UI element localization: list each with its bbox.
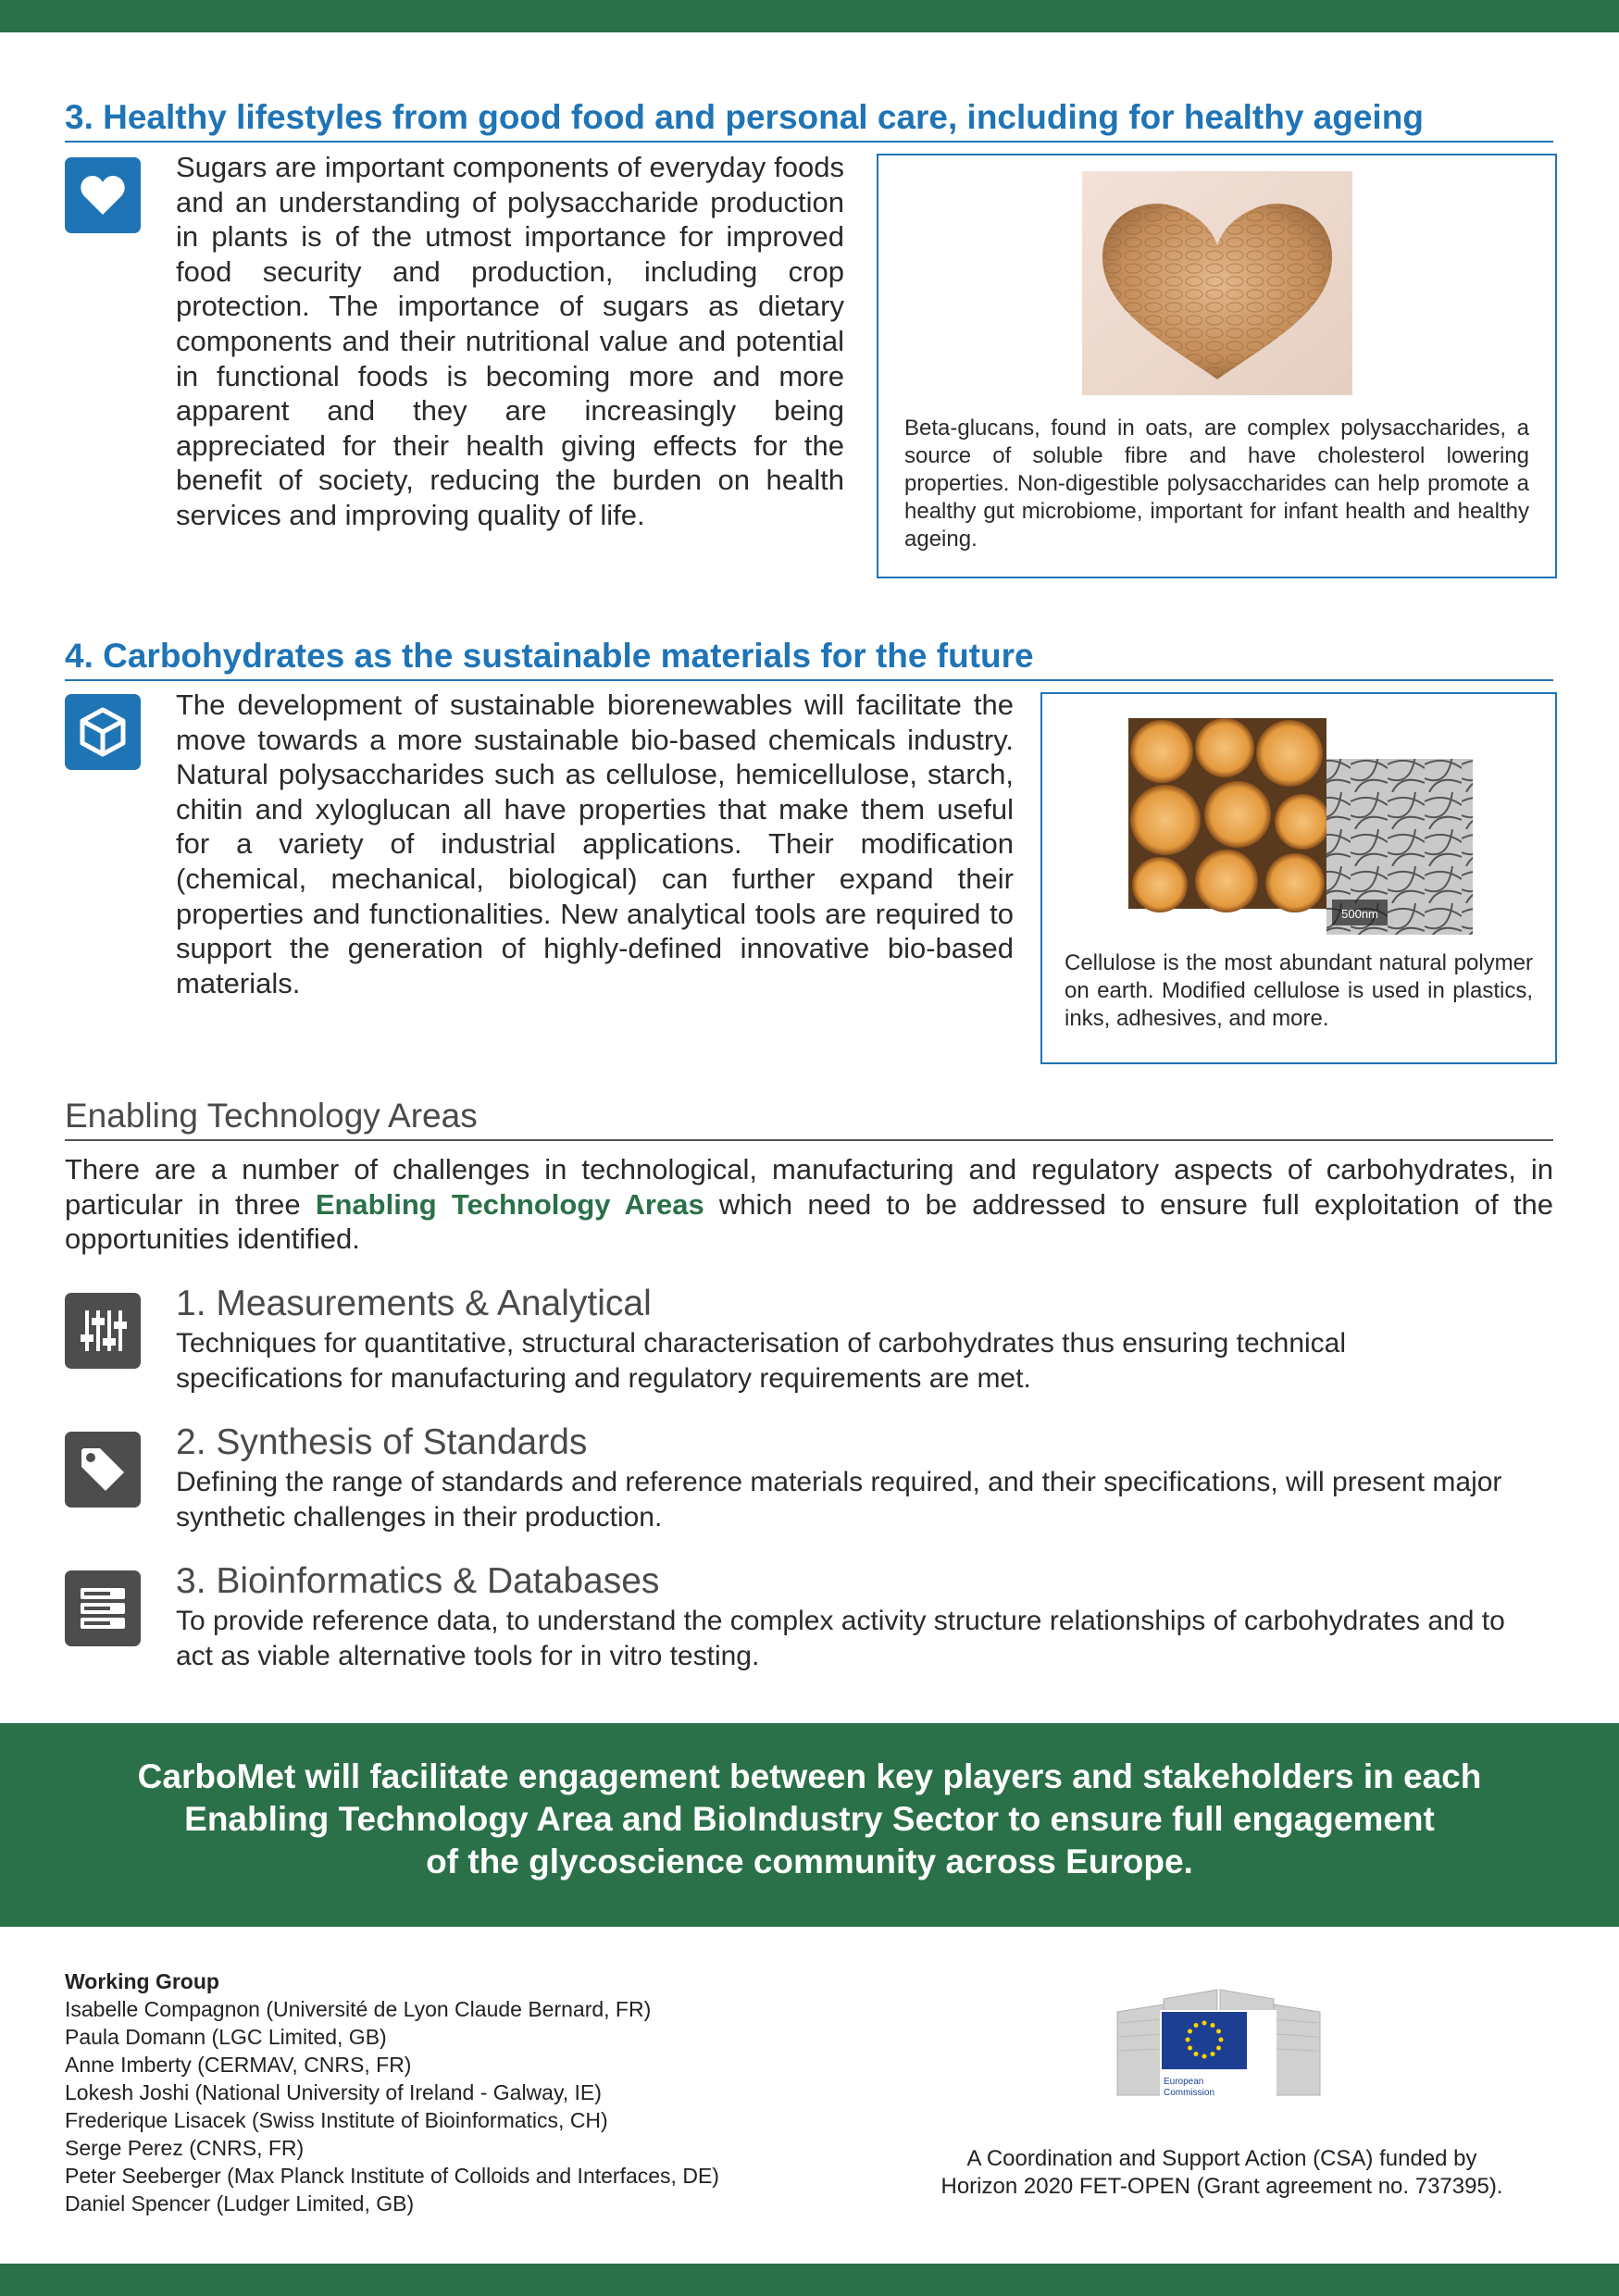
section4-heading: 4. Carbohydrates as the sustainable materials for the future	[65, 635, 1553, 681]
enabling-heading: Enabling Technology Areas	[65, 1095, 1553, 1141]
member: Anne Imberty (CERMAV, CNRS, FR)	[65, 2053, 412, 2077]
cellulose-image	[1128, 718, 1473, 935]
area1-text: Techniques for quantitative, structural characterisation of carbohydrates thus ensuring technical specifications for manufacturing and regulatory requirements are met.	[176, 1328, 1347, 1394]
section3-body: Sugars are important components of everyday foods and an understanding of polysaccharide production in plants is of the utmost importance for improved food security and production, including crop protection. The importance of sugars as dietary components and their nutritional value and potential in functional foods is becoming more and more apparent and they are increasingly being appreciated for their health giving effects for the benefit of society, reducing the burden on health services and improving quality of life.	[176, 151, 844, 531]
member: Frederique Lisacek (Swiss Institute of Bioinformatics, CH)	[65, 2108, 608, 2132]
area2-text: Defining the range of standards and reference materials required, and their specifications, will present major synthetic challenges in their production.	[176, 1467, 1502, 1533]
intro-text: There are a number of challenges in technological, manufacturing and regulatory aspects of carbohydrates, in particular in three	[65, 1153, 1553, 1221]
banner-line: Enabling Technology Area and BioIndustry Sector to ensure full engagement	[184, 1800, 1435, 1838]
eu-logo-line1: European	[1164, 2077, 1204, 2087]
working-group	[65, 1967, 898, 2217]
funding-line: A Coordination and Support Action (CSA) funded by	[966, 2146, 1477, 2171]
enabling-intro	[65, 1152, 1553, 1257]
intro-highlight: Enabling Technology Areas	[315, 1187, 704, 1221]
banner-line: of the glycoscience community across Europe.	[426, 1843, 1193, 1880]
section3-heading: 3. Healthy lifestyles from good food and personal care, including for healthy ageing	[65, 96, 1553, 143]
top-green-bar	[0, 0, 1619, 32]
member: Serge Perez (CNRS, FR)	[65, 2136, 305, 2160]
tag-icon	[65, 1432, 141, 1508]
sliders-icon	[65, 1293, 141, 1369]
member: Peter Seeberger (Max Planck Institute of Colloids and Interfaces, DE)	[65, 2164, 719, 2188]
server-icon	[65, 1570, 141, 1646]
scale-label: 500nm	[1341, 907, 1378, 921]
area1-title: 1. Measurements & Analytical	[176, 1284, 652, 1323]
carbomet-banner	[0, 1723, 1619, 1927]
member: Isabelle Compagnon (Université de Lyon Claude Bernard, FR)	[65, 1997, 652, 2021]
funding-note	[889, 2145, 1555, 2201]
working-group-title: Working Group	[65, 1969, 219, 1993]
eu-logo-line2: Commission	[1164, 2088, 1215, 2098]
intro-text-end: which need to be addressed to ensure full exploitation of the opportunities identified.	[65, 1187, 1554, 1255]
member: Lokesh Joshi (National University of Ireland - Galway, IE)	[65, 2080, 602, 2104]
oats-heart-image	[1082, 171, 1352, 395]
section3-figure-box	[877, 154, 1557, 578]
heart-icon	[65, 157, 141, 233]
cube-icon	[65, 694, 141, 770]
banner-text	[0, 1756, 1619, 1883]
bottom-green-bar	[0, 2264, 1619, 2296]
funding-line: Horizon 2020 FET-OPEN (Grant agreement no. 737395).	[940, 2174, 1503, 2199]
banner-line: CarboMet will facilitate engagement between key players and stakeholders in each	[137, 1757, 1482, 1795]
member: Paula Domann (LGC Limited, GB)	[65, 2025, 387, 2049]
area3-title: 3. Bioinformatics & Databases	[176, 1561, 660, 1601]
european-commission-logo	[1115, 1986, 1322, 2130]
area3-text: To provide reference data, to understand the complex activity structure relationships of carbohydrates and to act as viable alternative tools for in vitro testing.	[176, 1606, 1505, 1671]
area2-title: 2. Synthesis of Standards	[176, 1422, 588, 1462]
section3-caption: Beta-glucans, found in oats, are complex polysaccharides, a source of soluble fibre and have cholesterol lowering properties. Non-digestible polysaccharides can help promote a healthy gut microbiome, important for infant health and healthy ageing.	[904, 416, 1529, 552]
member: Daniel Spencer (Ludger Limited, GB)	[65, 2191, 415, 2215]
section4-caption: Cellulose is the most abundant natural polymer on earth. Modified cellulose is used in plastics, inks, adhesives, and more.	[1065, 950, 1533, 1031]
section4-body: The development of sustainable biorenewables will facilitate the move towards a more sustainable bio-based chemicals industry. Natural polysaccharides such as cellulose, hemicellulose, starch, chitin and xyloglucan all have properties that make them useful for a variety of industrial applications. Their modification (chemical, mechanical, biological) can further expand their properties and functionalities. New analytical tools are required to support the generation of highly-defined innovative bio-based materials.	[176, 689, 1014, 999]
section4-figure-box	[1040, 692, 1557, 1064]
